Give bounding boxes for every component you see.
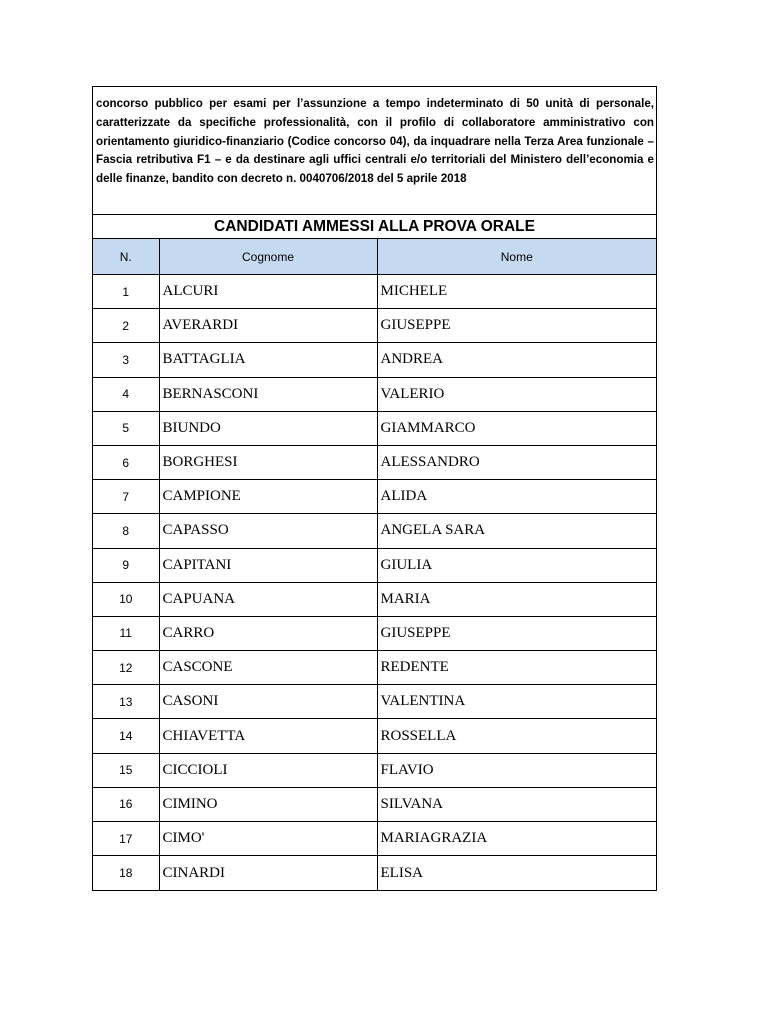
row-cognome: CARRO [159,616,377,650]
row-nome: ALESSANDRO [377,445,656,479]
row-nome: ANGELA SARA [377,514,656,548]
row-cognome: ALCURI [159,275,377,309]
table-row [93,377,656,411]
row-cognome: CAPASSO [159,514,377,548]
row-cognome: CINARDI [159,856,377,890]
row-nome: REDENTE [377,651,656,685]
row-number: 1 [93,275,159,309]
row-number: 10 [93,582,159,616]
row-number: 7 [93,480,159,514]
table-row [93,480,656,514]
row-cognome: CICCIOLI [159,753,377,787]
row-number: 6 [93,445,159,479]
table-row [93,616,656,650]
row-cognome: BERNASCONI [159,377,377,411]
row-number: 16 [93,787,159,821]
row-number: 3 [93,343,159,377]
table-row [93,822,656,856]
table-row [93,343,656,377]
row-number: 9 [93,548,159,582]
table-row [93,685,656,719]
row-number: 8 [93,514,159,548]
row-nome: FLAVIO [377,753,656,787]
table-row [93,309,656,343]
row-number: 15 [93,753,159,787]
row-cognome: CHIAVETTA [159,719,377,753]
row-number: 12 [93,651,159,685]
row-number: 14 [93,719,159,753]
row-nome: VALERIO [377,377,656,411]
row-nome: ROSSELLA [377,719,656,753]
row-cognome: CASCONE [159,651,377,685]
row-number: 13 [93,685,159,719]
row-nome: MARIAGRAZIA [377,822,656,856]
column-header-number: N. [93,239,159,275]
row-cognome: BORGHESI [159,445,377,479]
row-nome: ANDREA [377,343,656,377]
candidates-document [92,86,657,891]
table-row [93,582,656,616]
competition-description: concorso pubblico per esami per l’assunzione a tempo indeterminato di 50 unità di personale, caratterizzate da specifiche professionalità, con il profilo di collaboratore amministrativo con orientamento giuridico-finanziario (Codice concorso 04), da inquadrare nella Terza Area funzionale – Fascia retributiva F1 – e da destinare agli uffici centrali e/o territoriali del Ministero dell’economia e delle finanze, bandito con decreto n. 0040706/2018 del 5 aprile 2018 [93,87,656,215]
table-row [93,548,656,582]
table-header-row [93,239,656,275]
candidates-table [93,239,656,890]
document-title: CANDIDATI AMMESSI ALLA PROVA ORALE [93,215,656,239]
table-row [93,787,656,821]
row-cognome: CASONI [159,685,377,719]
row-cognome: AVERARDI [159,309,377,343]
row-nome: ELISA [377,856,656,890]
row-number: 2 [93,309,159,343]
row-nome: GIUSEPPE [377,616,656,650]
table-row [93,651,656,685]
row-nome: GIUSEPPE [377,309,656,343]
row-nome: MARIA [377,582,656,616]
row-nome: MICHELE [377,275,656,309]
row-nome: SILVANA [377,787,656,821]
table-row [93,411,656,445]
row-cognome: CIMO' [159,822,377,856]
row-cognome: BATTAGLIA [159,343,377,377]
table-row [93,719,656,753]
row-cognome: CAPITANI [159,548,377,582]
row-nome: VALENTINA [377,685,656,719]
row-cognome: BIUNDO [159,411,377,445]
row-number: 5 [93,411,159,445]
column-header-nome: Nome [377,239,656,275]
row-cognome: CIMINO [159,787,377,821]
row-nome: GIULIA [377,548,656,582]
table-row [93,275,656,309]
table-row [93,445,656,479]
column-header-cognome: Cognome [159,239,377,275]
row-cognome: CAMPIONE [159,480,377,514]
row-cognome: CAPUANA [159,582,377,616]
row-number: 11 [93,616,159,650]
table-row [93,856,656,890]
table-row [93,753,656,787]
table-row [93,514,656,548]
row-number: 18 [93,856,159,890]
row-number: 17 [93,822,159,856]
row-nome: ALIDA [377,480,656,514]
row-nome: GIAMMARCO [377,411,656,445]
row-number: 4 [93,377,159,411]
